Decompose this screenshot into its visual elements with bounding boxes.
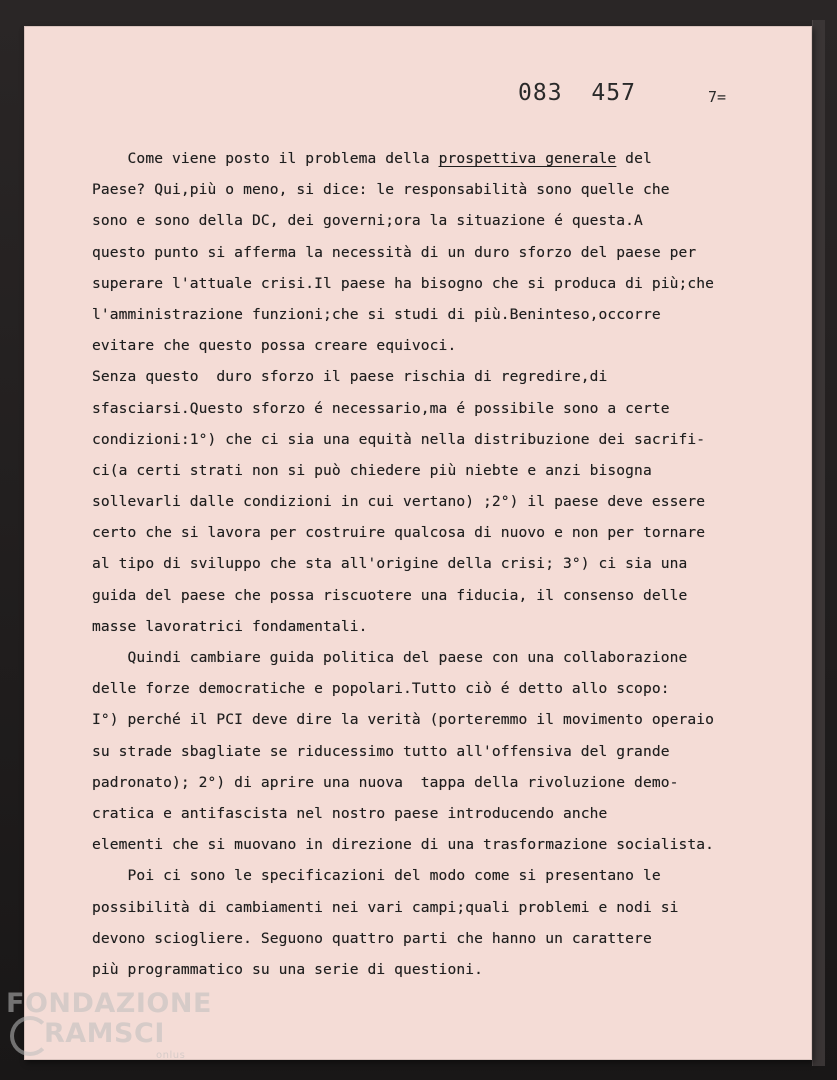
text-segment: al tipo di sviluppo che sta all'origine della crisi; 3°) ci sia una (92, 555, 688, 573)
text-segment: Quindi cambiare guida politica del paese con una collaborazione (92, 649, 688, 666)
text-line (92, 517, 802, 548)
text-line (92, 704, 802, 735)
text-line (92, 361, 802, 392)
underlined-phrase: prospettiva generale (438, 150, 617, 167)
text-segment: masse lavoratrici fondamentali. (92, 617, 368, 635)
text-segment: su strade sbagliate se riducessimo tutto all'offensiva del grande (92, 742, 670, 760)
text-segment: condizioni:1°) che ci sia una equità nella distribuzione dei sacrifi- (92, 430, 706, 448)
text-segment: l'amministrazione funzioni;che si studi di più.Beninteso,occorre (92, 305, 661, 323)
text-segment: padronato); 2°) di aprire una nuova tappa della rivoluzione demo- (92, 773, 679, 791)
text-line (92, 923, 802, 954)
text-line (92, 299, 802, 330)
text-line (92, 330, 802, 361)
fondazione-gramsci-watermark (6, 988, 216, 1068)
text-segment: ci(a certi strati non si può chiedere più niebte e anzi bisogna (92, 461, 652, 479)
watermark-line2: RAMSCI (44, 1018, 165, 1049)
page-edge-strip (812, 20, 825, 1066)
text-line (92, 954, 802, 985)
text-segment: sfasciarsi.Questo sforzo é necessario,ma é possibile sono a certe (92, 399, 670, 417)
text-line (92, 174, 802, 205)
text-line (92, 736, 802, 767)
text-line (92, 798, 802, 829)
text-line (92, 611, 802, 642)
text-segment: elementi che si muovano in direzione di una trasformazione socialista. (92, 836, 715, 854)
text-segment: guida del paese che possa riscuotere una fiducia, il consenso delle (92, 586, 688, 604)
text-line (92, 673, 802, 704)
text-line (92, 268, 802, 299)
text-line (92, 424, 802, 455)
text-line (92, 455, 802, 486)
text-line (92, 767, 802, 798)
text-line (92, 237, 802, 268)
text-segment: sollevarli dalle condizioni in cui vertano) ;2°) il paese deve essere (92, 493, 706, 511)
text-line (92, 393, 802, 424)
watermark-onlus: onlus (156, 1050, 186, 1061)
text-segment: evitare che questo possa creare equivoci. (92, 337, 457, 355)
text-line (92, 642, 802, 673)
text-line (92, 580, 802, 611)
text-segment: devono sciogliere. Seguono quattro parti che hanno un carattere (92, 929, 652, 947)
text-segment: I°) perché il PCI deve dire la verità (porteremmo il movimento operaio (92, 711, 715, 729)
typewritten-text (92, 143, 802, 985)
text-segment: cratica e antifascista nel nostro paese introducendo anche (92, 804, 608, 822)
text-segment: più programmatico su una serie di questioni. (92, 960, 483, 978)
text-line (92, 892, 802, 923)
text-line (92, 548, 802, 579)
text-segment: Come viene posto il problema della (92, 150, 439, 167)
archive-code: 083 457 (518, 80, 636, 106)
text-line (92, 829, 802, 860)
text-segment: del (616, 150, 652, 167)
text-line (92, 143, 802, 174)
text-segment: superare l'attuale crisi.Il paese ha bisogno che si produca di più;che (92, 274, 715, 292)
text-segment: Poi ci sono le specificazioni del modo come si presentano le (92, 867, 661, 885)
text-segment: Paese? Qui,più o meno, si dice: le responsabilità sono quelle che (92, 181, 670, 199)
text-segment: delle forze democratiche e popolari.Tutto ciò é detto allo scopo: (92, 680, 670, 698)
watermark-line1: FONDAZIONE (6, 988, 212, 1019)
text-segment: certo che si lavora per costruire qualcosa di nuovo e non per tornare (92, 524, 706, 542)
page-number: 7= (708, 88, 727, 106)
text-segment: sono e sono della DC, dei governi;ora la situazione é questa.A (92, 212, 643, 230)
text-line (92, 205, 802, 236)
text-segment: Senza questo duro sforzo il paese rischia di regredire,di (92, 368, 608, 386)
text-segment: possibilità di cambiamenti nei vari campi;quali problemi e nodi si (92, 898, 679, 916)
text-line (92, 860, 802, 891)
text-line (92, 486, 802, 517)
text-segment: questo punto si afferma la necessità di un duro sforzo del paese per (92, 243, 697, 261)
